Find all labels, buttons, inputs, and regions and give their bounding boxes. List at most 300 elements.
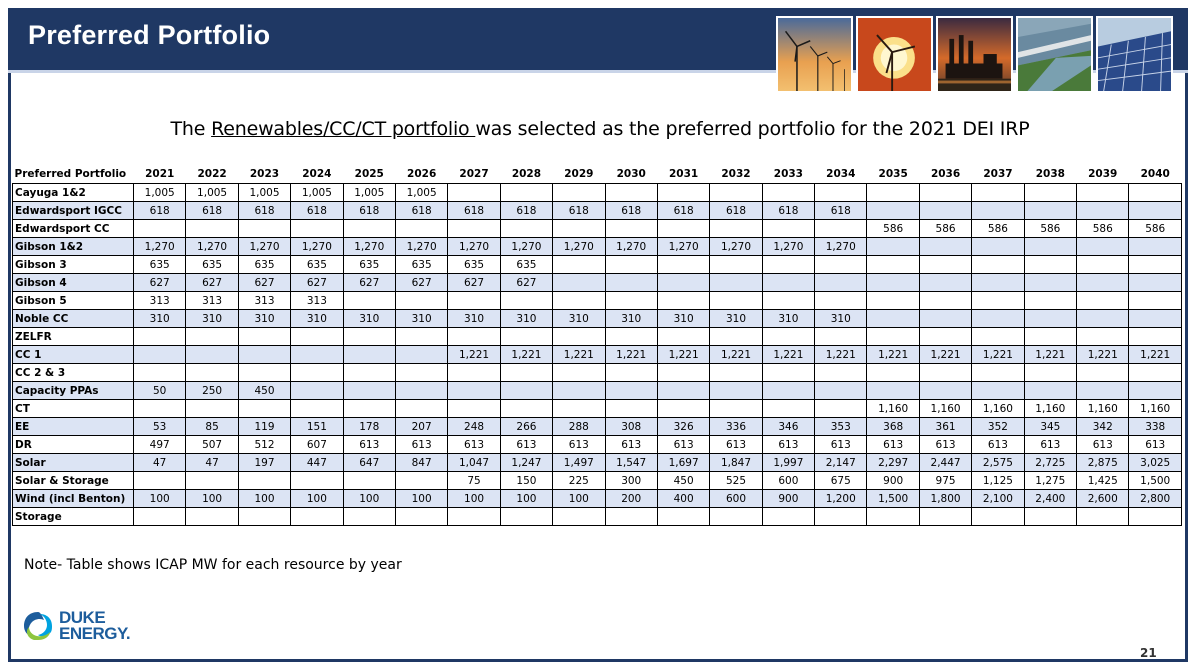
table-cell — [1077, 256, 1129, 274]
table-cell: 586 — [867, 220, 919, 238]
table-cell — [134, 220, 186, 238]
year-header-2027: 2027 — [459, 167, 489, 180]
table-cell — [657, 184, 709, 202]
table-cell — [1077, 202, 1129, 220]
table-cell — [134, 400, 186, 418]
table-row — [13, 220, 1182, 238]
table-cell: 313 — [186, 292, 238, 310]
duke-energy-logo-icon — [20, 608, 56, 644]
table-cell — [815, 382, 867, 400]
table-cell: 618 — [500, 202, 552, 220]
table-cell: 627 — [500, 274, 552, 292]
table-cell — [1024, 202, 1076, 220]
table-cell: 1,160 — [1024, 400, 1076, 418]
table-cell — [1129, 256, 1182, 274]
table-cell: 627 — [343, 274, 395, 292]
table-cell — [919, 364, 971, 382]
table-cell — [1024, 238, 1076, 256]
row-label: Gibson 4 — [13, 274, 134, 292]
table-cell: 2,297 — [867, 454, 919, 472]
table-cell — [553, 274, 605, 292]
table-cell: 1,221 — [1077, 346, 1129, 364]
table-cell — [867, 292, 919, 310]
table-corner-label: Preferred Portfolio — [14, 167, 127, 180]
table-cell — [238, 400, 290, 418]
table-cell: 100 — [291, 490, 343, 508]
table-cell — [291, 346, 343, 364]
table-cell — [448, 292, 500, 310]
table-cell — [1129, 274, 1182, 292]
table-cell — [919, 238, 971, 256]
table-cell — [867, 310, 919, 328]
subtitle — [0, 118, 1200, 140]
table-cell — [867, 364, 919, 382]
table-cell — [1024, 292, 1076, 310]
table-row — [13, 418, 1182, 436]
row-label: Gibson 5 — [13, 292, 134, 310]
table-cell — [186, 400, 238, 418]
table-cell: 2,800 — [1129, 490, 1182, 508]
table-row — [13, 256, 1182, 274]
table-cell: 613 — [657, 436, 709, 454]
table-cell — [500, 184, 552, 202]
table-cell — [1077, 382, 1129, 400]
table-cell: 1,500 — [1129, 472, 1182, 490]
table-cell — [815, 328, 867, 346]
table-cell: 1,997 — [762, 454, 814, 472]
table-cell — [395, 508, 447, 526]
wind-turbine-sun-image — [856, 16, 933, 93]
table-cell — [1024, 508, 1076, 526]
table-cell — [1024, 184, 1076, 202]
header-photo-strip — [776, 16, 1173, 93]
table-cell: 618 — [291, 202, 343, 220]
table-cell — [605, 292, 657, 310]
table-cell: 613 — [762, 436, 814, 454]
table-cell: 310 — [815, 310, 867, 328]
table-cell: 1,270 — [238, 238, 290, 256]
table-cell — [1077, 274, 1129, 292]
table-cell: 1,160 — [919, 400, 971, 418]
solar-panels-image — [1096, 16, 1173, 93]
table-row — [13, 400, 1182, 418]
year-header-2022: 2022 — [197, 167, 227, 180]
table-cell: 400 — [657, 490, 709, 508]
table-cell: 613 — [867, 436, 919, 454]
table-cell: 1,125 — [972, 472, 1024, 490]
table-cell — [867, 382, 919, 400]
table-cell: 635 — [448, 256, 500, 274]
table-cell — [291, 382, 343, 400]
table-cell — [448, 382, 500, 400]
table-cell — [657, 274, 709, 292]
table-cell — [291, 364, 343, 382]
table-cell: 1,497 — [553, 454, 605, 472]
table-cell — [710, 364, 762, 382]
table-cell: 310 — [238, 310, 290, 328]
page-title: Preferred Portfolio — [28, 20, 271, 50]
table-cell — [553, 382, 605, 400]
table-cell: 1,221 — [1024, 346, 1076, 364]
table-cell — [762, 220, 814, 238]
table-cell — [1077, 310, 1129, 328]
table-cell — [605, 220, 657, 238]
table-cell: 618 — [238, 202, 290, 220]
table-cell: 1,547 — [605, 454, 657, 472]
table-cell: 75 — [448, 472, 500, 490]
year-header-2039: 2039 — [1088, 167, 1118, 180]
table-cell: 1,160 — [1129, 400, 1182, 418]
table-cell: 225 — [553, 472, 605, 490]
table-cell: 100 — [343, 490, 395, 508]
table-cell: 300 — [605, 472, 657, 490]
table-cell: 1,500 — [867, 490, 919, 508]
table-cell — [1129, 202, 1182, 220]
table-cell — [867, 274, 919, 292]
year-header-2033: 2033 — [773, 167, 803, 180]
table-cell — [762, 184, 814, 202]
table-cell — [553, 328, 605, 346]
table-cell — [867, 328, 919, 346]
table-cell: 1,221 — [815, 346, 867, 364]
table-cell: 310 — [657, 310, 709, 328]
logo-line1: DUKE — [59, 608, 106, 627]
table-cell — [500, 292, 552, 310]
table-cell — [657, 508, 709, 526]
table-cell — [186, 220, 238, 238]
year-header-2023: 2023 — [249, 167, 280, 180]
table-body — [13, 184, 1182, 526]
table-cell: 618 — [815, 202, 867, 220]
table-cell — [815, 508, 867, 526]
table-cell: 313 — [134, 292, 186, 310]
table-cell — [710, 292, 762, 310]
table-cell: 1,221 — [657, 346, 709, 364]
subtitle-after: was selected as the preferred portfolio for the 2021 DEI IRP — [475, 118, 1030, 140]
table-cell — [657, 382, 709, 400]
table-cell — [972, 382, 1024, 400]
table-cell: 1,270 — [186, 238, 238, 256]
table-cell: 613 — [605, 436, 657, 454]
table-cell — [972, 508, 1024, 526]
row-label: CC 1 — [13, 346, 134, 364]
table-cell — [972, 310, 1024, 328]
table-cell: 618 — [448, 202, 500, 220]
table-cell — [448, 400, 500, 418]
table-cell — [605, 328, 657, 346]
table-cell — [710, 328, 762, 346]
table-cell — [605, 256, 657, 274]
table-cell: 151 — [291, 418, 343, 436]
table-cell: 450 — [657, 472, 709, 490]
table-cell — [395, 292, 447, 310]
table-cell: 1,847 — [710, 454, 762, 472]
table-cell — [605, 508, 657, 526]
table-cell — [657, 292, 709, 310]
table-cell — [553, 364, 605, 382]
table-cell: 1,221 — [500, 346, 552, 364]
row-label: CC 2 & 3 — [13, 364, 134, 382]
table-cell: 613 — [1024, 436, 1076, 454]
table-cell: 613 — [343, 436, 395, 454]
table-row — [13, 238, 1182, 256]
table-cell — [815, 184, 867, 202]
table-cell: 635 — [186, 256, 238, 274]
table-cell — [1077, 508, 1129, 526]
table-cell — [500, 508, 552, 526]
table-cell — [186, 364, 238, 382]
table-cell — [395, 400, 447, 418]
table-cell: 342 — [1077, 418, 1129, 436]
table-cell — [919, 292, 971, 310]
year-header-2037: 2037 — [983, 167, 1013, 180]
year-header-2035: 2035 — [878, 167, 908, 180]
year-header-2028: 2028 — [511, 167, 542, 180]
table-cell — [972, 238, 1024, 256]
table-cell — [657, 328, 709, 346]
table-row — [13, 508, 1182, 526]
table-cell: 1,005 — [343, 184, 395, 202]
table-cell: 975 — [919, 472, 971, 490]
table-cell: 47 — [134, 454, 186, 472]
table-cell: 1,270 — [343, 238, 395, 256]
table-cell — [186, 472, 238, 490]
table-cell — [343, 382, 395, 400]
table-cell: 1,425 — [1077, 472, 1129, 490]
table-cell: 1,005 — [291, 184, 343, 202]
table-row — [13, 490, 1182, 508]
subtitle-underlined: Renewables/CC/CT portfolio — [211, 118, 476, 140]
table-cell: 1,697 — [657, 454, 709, 472]
table-cell: 338 — [1129, 418, 1182, 436]
year-header-2031: 2031 — [668, 167, 699, 180]
table-cell — [1129, 382, 1182, 400]
table-cell: 310 — [710, 310, 762, 328]
row-label: Storage — [13, 508, 134, 526]
table-cell: 1,270 — [605, 238, 657, 256]
row-label: Edwardsport IGCC — [13, 202, 134, 220]
table-cell — [605, 382, 657, 400]
table-cell: 586 — [1024, 220, 1076, 238]
table-cell: 2,147 — [815, 454, 867, 472]
table-cell — [1129, 310, 1182, 328]
table-cell — [553, 184, 605, 202]
table-cell — [867, 256, 919, 274]
table-cell: 3,025 — [1129, 454, 1182, 472]
table-cell — [972, 364, 1024, 382]
row-label: Cayuga 1&2 — [13, 184, 134, 202]
table-cell — [1024, 364, 1076, 382]
table-cell: 248 — [448, 418, 500, 436]
table-cell: 197 — [238, 454, 290, 472]
table-cell: 2,600 — [1077, 490, 1129, 508]
table-cell: 613 — [448, 436, 500, 454]
table-cell — [815, 292, 867, 310]
table-cell — [1077, 238, 1129, 256]
table-cell — [553, 292, 605, 310]
table-cell — [762, 292, 814, 310]
table-cell: 613 — [919, 436, 971, 454]
table-cell — [448, 184, 500, 202]
table-cell: 627 — [238, 274, 290, 292]
table-cell: 100 — [500, 490, 552, 508]
table-cell: 1,160 — [867, 400, 919, 418]
table-cell: 2,875 — [1077, 454, 1129, 472]
table-cell — [448, 508, 500, 526]
table-row — [13, 472, 1182, 490]
table-row — [13, 328, 1182, 346]
table-cell: 310 — [553, 310, 605, 328]
table-cell — [815, 400, 867, 418]
table-cell — [1077, 364, 1129, 382]
table-cell — [291, 508, 343, 526]
row-label: Solar & Storage — [13, 472, 134, 490]
table-cell — [867, 202, 919, 220]
table-cell: 1,005 — [186, 184, 238, 202]
table-cell — [1077, 292, 1129, 310]
table-cell: 635 — [343, 256, 395, 274]
table-cell: 847 — [395, 454, 447, 472]
table-cell: 1,005 — [395, 184, 447, 202]
table-cell — [395, 346, 447, 364]
table-cell: 2,400 — [1024, 490, 1076, 508]
year-header-2034: 2034 — [826, 167, 856, 180]
table-cell — [186, 328, 238, 346]
table-cell: 310 — [762, 310, 814, 328]
year-header-2029: 2029 — [564, 167, 594, 180]
table-cell — [710, 274, 762, 292]
table-cell: 497 — [134, 436, 186, 454]
table-cell: 207 — [395, 418, 447, 436]
table-cell: 613 — [815, 436, 867, 454]
table-cell — [919, 328, 971, 346]
table-cell: 326 — [657, 418, 709, 436]
table-cell: 1,221 — [972, 346, 1024, 364]
table-cell: 450 — [238, 382, 290, 400]
row-label: Noble CC — [13, 310, 134, 328]
table-cell: 1,270 — [448, 238, 500, 256]
table-cell: 613 — [1129, 436, 1182, 454]
table-cell — [134, 328, 186, 346]
table-cell — [343, 472, 395, 490]
year-header-2030: 2030 — [616, 167, 646, 180]
table-cell — [1077, 184, 1129, 202]
table-cell: 1,160 — [1077, 400, 1129, 418]
table-cell: 2,575 — [972, 454, 1024, 472]
table-cell — [500, 328, 552, 346]
table-cell: 47 — [186, 454, 238, 472]
table-cell — [343, 220, 395, 238]
table-row — [13, 310, 1182, 328]
table-cell: 310 — [500, 310, 552, 328]
power-plant-sunset-image — [936, 16, 1013, 93]
table-cell: 1,270 — [291, 238, 343, 256]
table-cell — [815, 364, 867, 382]
table-cell: 2,100 — [972, 490, 1024, 508]
table-cell: 613 — [1077, 436, 1129, 454]
table-row — [13, 184, 1182, 202]
table-cell — [710, 184, 762, 202]
table-cell: 600 — [710, 490, 762, 508]
year-header-2021: 2021 — [145, 167, 175, 180]
table-cell: 613 — [553, 436, 605, 454]
table-cell — [762, 508, 814, 526]
table-cell — [1129, 292, 1182, 310]
duke-energy-logo — [20, 608, 130, 644]
table-cell: 150 — [500, 472, 552, 490]
table-cell: 618 — [553, 202, 605, 220]
table-cell: 1,160 — [972, 400, 1024, 418]
table-cell — [291, 220, 343, 238]
row-label: Gibson 3 — [13, 256, 134, 274]
subtitle-before: The — [170, 118, 212, 140]
table-cell — [448, 328, 500, 346]
row-label: Gibson 1&2 — [13, 238, 134, 256]
table-cell: 310 — [186, 310, 238, 328]
table-cell: 600 — [762, 472, 814, 490]
table-cell: 635 — [500, 256, 552, 274]
duke-energy-logo-text — [59, 610, 130, 642]
table-cell: 2,725 — [1024, 454, 1076, 472]
table-cell — [815, 274, 867, 292]
table-cell: 507 — [186, 436, 238, 454]
table-cell — [1129, 184, 1182, 202]
table-cell: 1,005 — [238, 184, 290, 202]
table-cell: 1,270 — [134, 238, 186, 256]
table-cell: 361 — [919, 418, 971, 436]
table-cell — [972, 328, 1024, 346]
table-cell — [500, 400, 552, 418]
table-cell: 900 — [867, 472, 919, 490]
table-cell: 627 — [448, 274, 500, 292]
table-cell — [1024, 310, 1076, 328]
table-cell: 447 — [291, 454, 343, 472]
table-cell — [919, 310, 971, 328]
table-cell — [1129, 328, 1182, 346]
table-cell: 250 — [186, 382, 238, 400]
table-cell: 310 — [448, 310, 500, 328]
year-header-2040: 2040 — [1140, 167, 1170, 180]
table-cell: 1,047 — [448, 454, 500, 472]
table-cell: 368 — [867, 418, 919, 436]
table-cell — [238, 472, 290, 490]
table-cell — [972, 184, 1024, 202]
table-cell: 618 — [710, 202, 762, 220]
table-cell — [1024, 256, 1076, 274]
table-cell: 900 — [762, 490, 814, 508]
page-number: 21 — [1140, 646, 1157, 660]
table-cell: 1,270 — [657, 238, 709, 256]
year-header-2026: 2026 — [407, 167, 437, 180]
table-cell: 635 — [291, 256, 343, 274]
wind-turbines-sunset-image — [776, 16, 853, 93]
row-label: Wind (incl Benton) — [13, 490, 134, 508]
year-header-2025: 2025 — [354, 167, 384, 180]
table-cell — [762, 382, 814, 400]
table-cell: 178 — [343, 418, 395, 436]
table-cell: 266 — [500, 418, 552, 436]
table-cell: 586 — [1077, 220, 1129, 238]
table-cell — [710, 508, 762, 526]
table-cell — [815, 220, 867, 238]
table-cell — [395, 472, 447, 490]
table-cell: 100 — [238, 490, 290, 508]
table-row — [13, 436, 1182, 454]
table-cell — [710, 382, 762, 400]
table-cell: 53 — [134, 418, 186, 436]
table-cell: 1,200 — [815, 490, 867, 508]
table-cell — [1077, 328, 1129, 346]
